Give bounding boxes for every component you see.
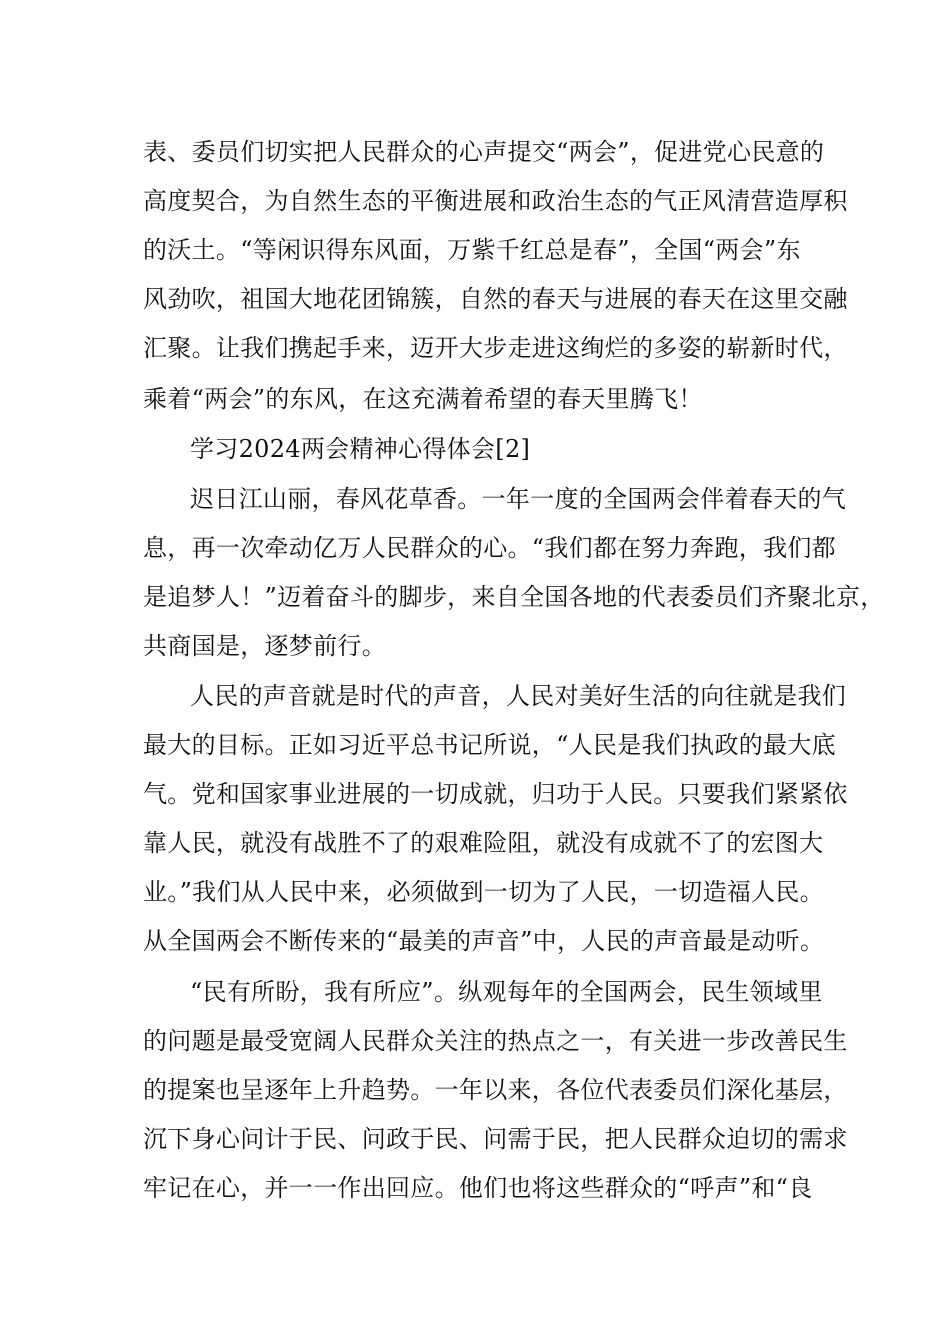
text-line: 乘着“两会”的东风，在这充满着希望的春天里腾飞！ (143, 385, 703, 413)
text-line: 业。”我们从人民中来，必须做到一切为了人民，一切造福人民。 (143, 878, 824, 906)
text-line: 从全国两会不断传来的“最美的声音”中，人民的声音最是动听。 (143, 927, 825, 955)
text-line: 靠人民，就没有战胜不了的艰难险阻，就没有成就不了的宏图大 (143, 829, 824, 857)
text-line: 人民的声音就是时代的声音，人民对美好生活的向往就是我们 (190, 682, 847, 710)
text-line: 沉下身心问计于民、问政于民、问需于民，把人民群众迫切的需求 (143, 1125, 848, 1153)
text-line: “民有所盼，我有所应”。纵观每年的全国两会，民生领域里 (190, 978, 823, 1006)
text-line: 表、委员们切实把人民群众的心声提交“两会”，促进党心民意的 (143, 138, 825, 166)
text-line: 高度契合，为自然生态的平衡进展和政治生态的气正风清营造厚积 (143, 187, 848, 215)
text-line: 的提案也呈逐年上升趋势。一年以来，各位代表委员们深化基层， (143, 1076, 848, 1104)
text-line: 汇聚。让我们携起手来，迈开大步走进这绚烂的多姿的崭新时代， (143, 334, 848, 362)
text-line: 气。党和国家事业进展的一切成就，归功于人民。只要我们紧紧依 (143, 780, 848, 808)
text-line: 最大的目标。正如习近平总书记所说，“人民是我们执政的最大底 (143, 731, 836, 759)
text-line: 的问题是最受宽阔人民群众关注的热点之一，有关进一步改善民生 (143, 1027, 848, 1055)
text-line: 是追梦人！”迈着奋斗的脚步，来自全国各地的代表委员们齐聚北京， (143, 583, 885, 611)
text-line: 的沃土。“等闲识得东风面，万紫千红总是春”，全国“两会”东 (143, 236, 801, 264)
text-line: 共商国是，逐梦前行。 (143, 632, 386, 660)
text-line: 迟日江山丽，春风花草香。一年一度的全国两会伴着春天的气 (190, 485, 847, 513)
text-line: 息，再一次牵动亿万人民群众的心。“我们都在努力奔跑，我们都 (143, 534, 836, 562)
text-line: 风劲吹，祖国大地花团锦簇，自然的春天与进展的春天在这里交融 (143, 285, 848, 313)
section-heading: 学习2024两会精神心得体会[2] (190, 435, 531, 463)
text-line: 牢记在心，并一一作出回应。他们也将这些群众的“呼声”和“良 (143, 1174, 813, 1202)
